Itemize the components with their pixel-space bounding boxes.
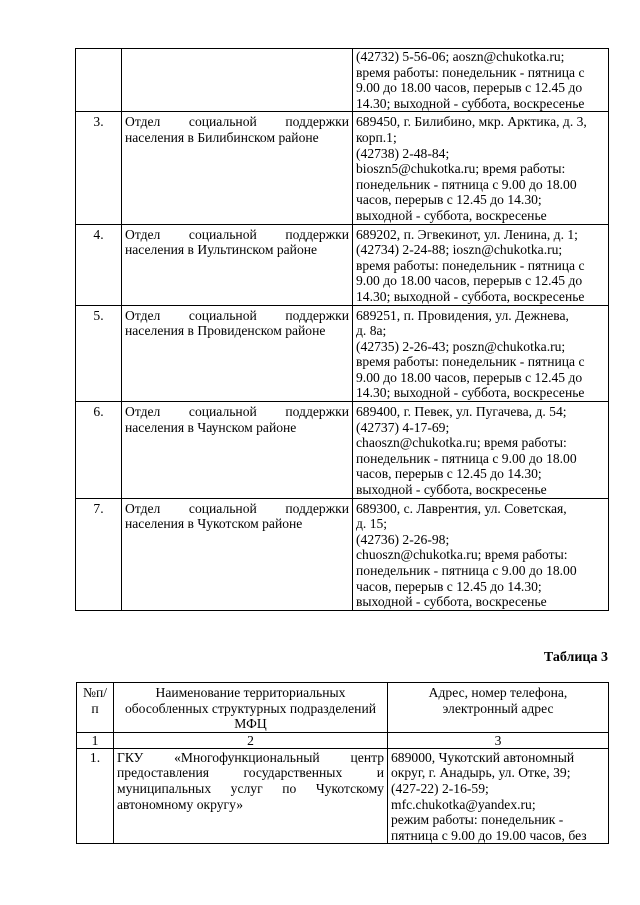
row-number-cell <box>76 49 122 112</box>
contact-line: (427-22) 2-16-59; <box>391 780 489 796</box>
header-contact: Адрес, номер телефона, электронный адрес <box>388 683 609 733</box>
contact-line: корп.1; <box>356 129 397 145</box>
office-contact-cell <box>353 49 609 112</box>
contact-line: время работы: понедельник - пятница с <box>356 64 585 80</box>
contact-line: bioszn5@chukotka.ru; время работы: <box>356 161 566 177</box>
table-row <box>77 748 609 844</box>
contact-line: 689202, п. Эгвекинот, ул. Ленина, д. 1; <box>356 226 578 242</box>
contact-line: 9.00 до 18.00 часов, перерыв с 12.45 до <box>356 369 583 385</box>
contact-line: 9.00 до 18.00 часов, перерыв с 12.45 до <box>356 273 583 289</box>
office-name: Отдел социальной поддержки населения в Билибинском районе <box>122 112 353 224</box>
contact-line: выходной - суббота, воскресенье <box>356 207 547 223</box>
header-name: Наименование территориальных обособленных структурных подразделений МФЦ <box>114 683 388 733</box>
row-number: 4. <box>76 224 122 305</box>
contact-line: часов, перерыв с 12.45 до 14.30; <box>356 466 542 482</box>
offices-table <box>75 48 609 611</box>
table-row <box>76 402 609 499</box>
contact-line: (42735) 2-26-43; poszn@chukotka.ru; <box>356 338 566 354</box>
table-caption: Таблица 3 <box>543 650 608 665</box>
contact-line: 689450, г. Билибино, мкр. Арктика, д. 3, <box>356 114 587 130</box>
contact-line: часов, перерыв с 12.45 до 14.30; <box>356 578 542 594</box>
office-name: Отдел социальной поддержки населения в Провиденском районе <box>122 305 353 402</box>
column-index: 2 <box>114 732 388 748</box>
contact-line: понедельник - пятница с 9.00 до 18.00 <box>356 563 577 578</box>
contact-line: понедельник - пятница с 9.00 до 18.00 <box>356 176 577 192</box>
contact-line: округ, г. Анадырь, ул. Отке, 39; <box>391 765 571 781</box>
contact-line: (42736) 2-26-98; <box>356 531 450 547</box>
header-number: №п/п <box>77 683 114 733</box>
contact-line: (42734) 2-24-88; ioszn@chukotka.ru; <box>356 242 563 258</box>
contact-line: 689300, с. Лаврентия, ул. Советская, <box>356 500 567 516</box>
contact-line: д. 15; <box>356 516 388 532</box>
office-name: Отдел социальной поддержки населения в Чаунском районе <box>122 402 353 499</box>
office-contact <box>353 402 609 499</box>
contact-line: режим работы: понедельник - <box>391 812 564 828</box>
contact-line: выходной - суббота, воскресенье <box>356 594 547 610</box>
contact-line: chuoszn@chukotka.ru; время работы: <box>356 547 568 563</box>
contact-line: (42738) 2-48-84; <box>356 145 450 161</box>
column-index: 3 <box>388 732 609 748</box>
contact-line: понедельник - пятница с 9.00 до 18.00 <box>356 450 577 466</box>
mfc-contact <box>388 748 609 844</box>
row-number: 7. <box>76 498 122 610</box>
contact-line: (42737) 4-17-69; <box>356 419 450 435</box>
table-header-row <box>77 683 609 733</box>
table-row <box>76 305 609 402</box>
mfc-table <box>76 682 609 844</box>
contact-line: 9.00 до 18.00 часов, перерыв с 12.45 до <box>356 80 583 96</box>
contact-line: время работы: понедельник - пятница с <box>356 354 585 370</box>
contact-line: часов, перерыв с 12.45 до 14.30; <box>356 192 542 208</box>
contact-line: 14.30; выходной - суббота, воскресенье <box>356 385 585 401</box>
contact-line: д. 8а; <box>356 323 387 339</box>
office-contact <box>353 112 609 224</box>
contact-line: 14.30; выходной - суббота, воскресенье <box>356 95 585 111</box>
column-index-row <box>77 732 609 748</box>
table-row <box>76 112 609 224</box>
row-number: 5. <box>76 305 122 402</box>
table-row <box>76 224 609 305</box>
office-name: Отдел социальной поддержки населения в Иультинском районе <box>122 224 353 305</box>
office-contact <box>353 224 609 305</box>
row-number: 6. <box>76 402 122 499</box>
office-contact <box>353 305 609 402</box>
contact-line: пятница с 9.00 до 19.00 часов, без <box>391 827 587 843</box>
office-name-cell <box>122 49 353 112</box>
office-contact <box>353 498 609 610</box>
contact-line: chaoszn@chukotka.ru; время работы: <box>356 435 567 451</box>
mfc-table-body <box>77 683 609 844</box>
table-row <box>76 49 609 112</box>
contact-line: 689400, г. Певек, ул. Пугачева, д. 54; <box>356 404 567 420</box>
offices-table-body <box>76 49 609 611</box>
contact-line: выходной - суббота, воскресенье <box>356 482 547 498</box>
contact-line: mfc.chukotka@yandex.ru; <box>391 796 536 812</box>
contact-line: (42732) 5-56-06; aoszn@chukotka.ru; <box>356 49 565 64</box>
table-row <box>76 498 609 610</box>
row-number: 3. <box>76 112 122 224</box>
contact-line: время работы: понедельник - пятница с <box>356 257 585 273</box>
contact-line: 14.30; выходной - суббота, воскресенье <box>356 288 585 304</box>
column-index: 1 <box>77 732 114 748</box>
mfc-name: ГКУ «Многофункциональный центр предоставления государственных и муниципальных услуг по Чукотскому автономному округу» <box>114 748 388 844</box>
contact-line: 689000, Чукотский автономный <box>391 749 575 765</box>
row-number: 1. <box>77 748 114 844</box>
office-name: Отдел социальной поддержки населения в Чукотском районе <box>122 498 353 610</box>
contact-line: 689251, п. Провидения, ул. Дежнева, <box>356 307 569 323</box>
